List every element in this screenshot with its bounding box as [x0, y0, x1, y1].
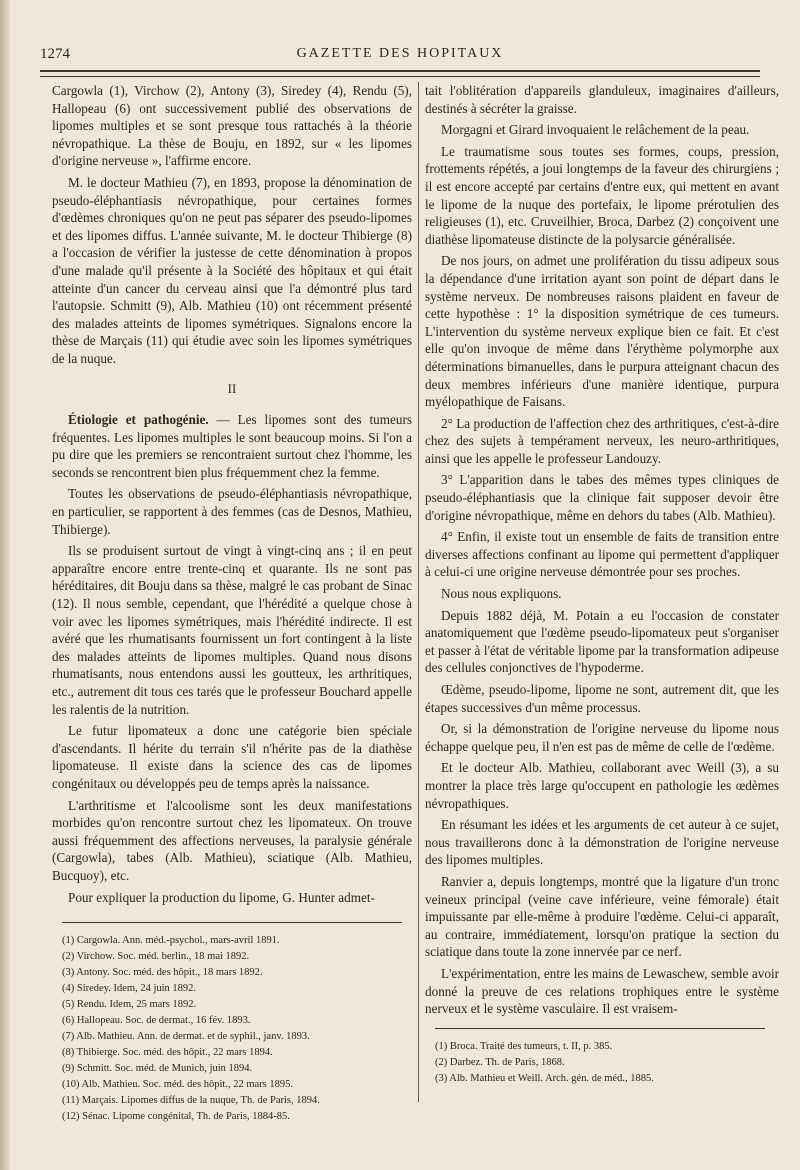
footnote: (10) Alb. Mathieu. Soc. méd. des hôpit., 22 mars 1895.	[62, 1079, 293, 1091]
column-divider	[418, 82, 419, 1102]
running-head	[40, 46, 760, 66]
paragraph: Le futur lipomateux a donc une catégorie bien spéciale d'ascendants. Il hérite du terrain s'il n'hérite pas de la diathèse lipomateuse. Il existe dans la science des cas de lipomes congénitaux ou développés peu de temps après la naissance.	[52, 723, 412, 791]
paragraph: En résumant les idées et les arguments de cet auteur à ce sujet, nous travaillerons donc à la démonstration de l'origine nerveuse des lipomes multiples.	[425, 817, 779, 868]
footnote: (1) Broca. Traité des tumeurs, t. II, p. 385.	[435, 1040, 613, 1052]
footnote: (11) Marçais. Lipomes diffus de la nuque, Th. de Paris, 1894.	[62, 1095, 320, 1107]
footnote: (4) Siredey. Idem, 24 juin 1892.	[62, 983, 197, 995]
footnote: (1) Cargowla. Ann. méd.-psychol., mars-avril 1891.	[62, 935, 280, 947]
paragraph: L'expérimentation, entre les mains de Lewaschew, semble avoir donné la preuve de ces relations trophiques entre le système nerveux et le système vasculaire. Il est vraisem-	[425, 965, 779, 1017]
left-column	[52, 82, 412, 1125]
footnote: (12) Sénac. Lipome congénital, Th. de Paris, 1884-85.	[62, 1111, 290, 1123]
footnote: (2) Darbez. Th. de Paris, 1868.	[435, 1056, 565, 1068]
paragraph: 4° Enfin, il existe tout un ensemble de faits de transition entre diverses affections confinant au lipome qui permettent d'appliquer à celui-ci une origine nerveuse démontrée pour ses proches.	[425, 529, 779, 580]
paragraph: Depuis 1882 déjà, M. Potain a eu l'occasion de constater anatomiquement que l'œdème pseudo-lipomateux peut s'organiser et passer à l'état de véritable lipome par la transformation adipeuse des cellules conjonctives de l'hypoderme.	[425, 607, 779, 676]
footnote: (3) Antony. Soc. méd. des hôpit., 18 mars 1892.	[62, 967, 263, 979]
paragraph: Ranvier a, depuis longtemps, montré que la ligature d'un tronc veineux principal (veine cave inférieure, veine fémorale) était impuissante par elle-même à produire l'œdème. Celui-ci apparaît, au contraire, immédiatement, lorsqu'on pratique la section du sciatique dans toute la zone innervée par ce nerf.	[425, 873, 779, 960]
paragraph: M. le docteur Mathieu (7), en 1893, propose la dénomination de pseudo-éléphantiasis névropathique, pour certaines formes d'œdèmes chroniques qu'on ne peut pas séparer des pseudo-lipomes et des lipomes diffus. L'année suivante, M. le docteur Thibierge (8) a l'occasion de vérifier la justesse de cette dénomination à propos d'une malade qu'il présente à la Société des hôpitaux et qui était atteinte d'un cancer du cerveau ainsi que l'a démontré plus tard l'autopsie. Schmitt (9), Alb. Mathieu (10) ont récemment présenté des malades atteints de lipomes symétriques. Signalons encore la thèse de Marçais (11) qui étudie avec soin les lipomes symétriques de la nuque.	[52, 174, 412, 366]
paragraph: Pour expliquer la production du lipome, G. Hunter admet-	[68, 889, 375, 905]
footnote: (9) Schmitt. Soc. méd. de Munich, juin 1894.	[62, 1063, 253, 1075]
section-title: Étiologie et pathogénie.	[68, 412, 209, 428]
paragraph: Le traumatisme sous toutes ses formes, coups, pression, frottements répétés, a joui longtemps de la faveur des chirurgiens ; il est encore accepté par certains d'entre eux, qui mettent en avant le lipome de la nuque des portefaix, le lipome prérotulien des religieuses (1), etc. Cruveilhier, Broca, Darbez (2) conçoivent une diathèse lipomateuse distincte de la polysarcie généralisée.	[425, 143, 779, 247]
page-number: 1274	[40, 46, 70, 62]
footnote: (8) Thibierge. Soc. méd. des hôpit., 22 mars 1894.	[62, 1047, 273, 1059]
footnote: (7) Alb. Mathieu. Ann. de dermat. et de syphil., janv. 1893.	[62, 1031, 310, 1043]
footnotes-right	[425, 1039, 779, 1087]
paragraph: Or, si la démonstration de l'origine nerveuse du lipome nous échappe quelque peu, il n'en est pas de même de celle de l'œdème.	[425, 721, 779, 754]
paragraph: Et le docteur Alb. Mathieu, collaborant avec Weill (3), a su montrer la place très large qu'occupent en pathologie les œdèmes névropathiques.	[425, 760, 779, 811]
paragraph: Œdème, pseudo-lipome, lipome ne sont, autrement dit, que les étapes successives d'un même processus.	[425, 682, 779, 715]
paragraph: Nous nous expliquons.	[441, 586, 562, 602]
paragraph: 3° L'apparition dans le tabes des mêmes types cliniques de pseudo-éléphantiasis que la clinique fait supposer devoir être d'origine névropathique, même en dehors du tabes (Alb. Mathieu).	[425, 472, 779, 523]
footnotes-left	[52, 933, 412, 1125]
paragraph: Ils se produisent surtout de vingt à vingt-cinq ans ; il en peut apparaître encore entre trente-cinq et quarante. Ils ne sont pas héréditaires, dit Bouju dans sa thèse, malgré le cas probant de Sinac (12). Il nous semble, cependant, que l'hérédité a quelque chose à voir avec les lipomes symétriques, mais l'hérédité indirecte. Il est avéré que les rhumatisants fournissent un fort contingent à la liste des malades atteints de lipomes multiples. Quand nous disons rhumatisants, nous entendons aussi les goutteux, les arthritiques, etc., autrement dit tous ces tarés que le professeur Bouchard appelle les ralentis de la nutrition.	[52, 543, 412, 717]
paragraph: Toutes les observations de pseudo-éléphantiasis névropathique, en particulier, se rapportent à des femmes (cas de Desnos, Mathieu, Thibierge).	[52, 486, 412, 537]
paragraph: Morgagni et Girard invoquaient le relâchement de la peau.	[441, 122, 750, 138]
paragraph: tait l'oblitération d'appareils glanduleux, imaginaires d'ailleurs, destinés à sécréter la graisse.	[425, 83, 779, 116]
right-column	[425, 82, 779, 1087]
footnote: (2) Virchow. Soc. méd. berlin., 18 mai 1892.	[62, 951, 250, 963]
journal-title: GAZETTE DES HOPITAUX	[296, 46, 504, 61]
section-number: II	[227, 380, 237, 396]
header-rule	[40, 70, 760, 72]
section-first-text: — Les lipomes sont des tumeurs fréquentes. Les lipomes multiples le sont beaucoup moins. Si l'on a pu dire que les premiers se rencontraient surtout chez l'homme, les seconds se rencontrent bien plus fréquemment chez la femme.	[52, 412, 412, 480]
footnote-rule	[62, 922, 402, 923]
footnote: (3) Alb. Mathieu et Weill. Arch. gén. de méd., 1885.	[435, 1072, 654, 1084]
paragraph: L'arthritisme et l'alcoolisme sont les deux manifestations morbides qu'on rencontre surtout chez les lipomateux. On trouve aussi fréquemment des affections nerveuses, la paralysie générale (Cargowla), tabes (Alb. Mathieu), sciatique (Alb. Mathieu, Bucquoy), etc.	[52, 797, 412, 883]
footnote-rule	[435, 1028, 765, 1029]
paragraph: De nos jours, on admet une prolifération du tissu adipeux sous la dépendance d'une irritation ayant son point de départ dans le système nerveux. De nombreuses raisons plaident en faveur de cette hypothèse : 1° la disposition symétrique de ces tumeurs. L'intervention du système nerveux explique bien ce fait. Et c'est elle qu'on invoque de même dans l'érythème polymorphe aux déterminations bimanuelles, dans le purpura atteignant chacun des deux membres inférieurs d'une manière identique, purpura myélopathique de Faisans.	[425, 253, 779, 410]
header-rule-thin	[40, 76, 760, 77]
section-first-paragraph	[52, 411, 412, 481]
paragraph: 2° La production de l'affection chez des arthritiques, c'est-à-dire chez des sujets à tempérament nerveux, les neuro-arthritiques, ainsi que les appelle le professeur Landouzy.	[425, 415, 779, 466]
footnote: (6) Hallopeau. Soc. de dermat., 16 fév. 1893.	[62, 1015, 251, 1027]
footnote: (5) Rendu. Idem, 25 mars 1892.	[62, 999, 197, 1011]
page-edge	[0, 0, 10, 1170]
paragraph: Cargowla (1), Virchow (2), Antony (3), Siredey (4), Rendu (5), Hallopeau (6) ont successivement publié des observations de lipomes multiples et se sont presque tous rattachés à la théorie névropathique. La thèse de Bouju, en 1892, sur « les lipomes d'origine nerveuse », l'affirme encore.	[52, 83, 412, 169]
